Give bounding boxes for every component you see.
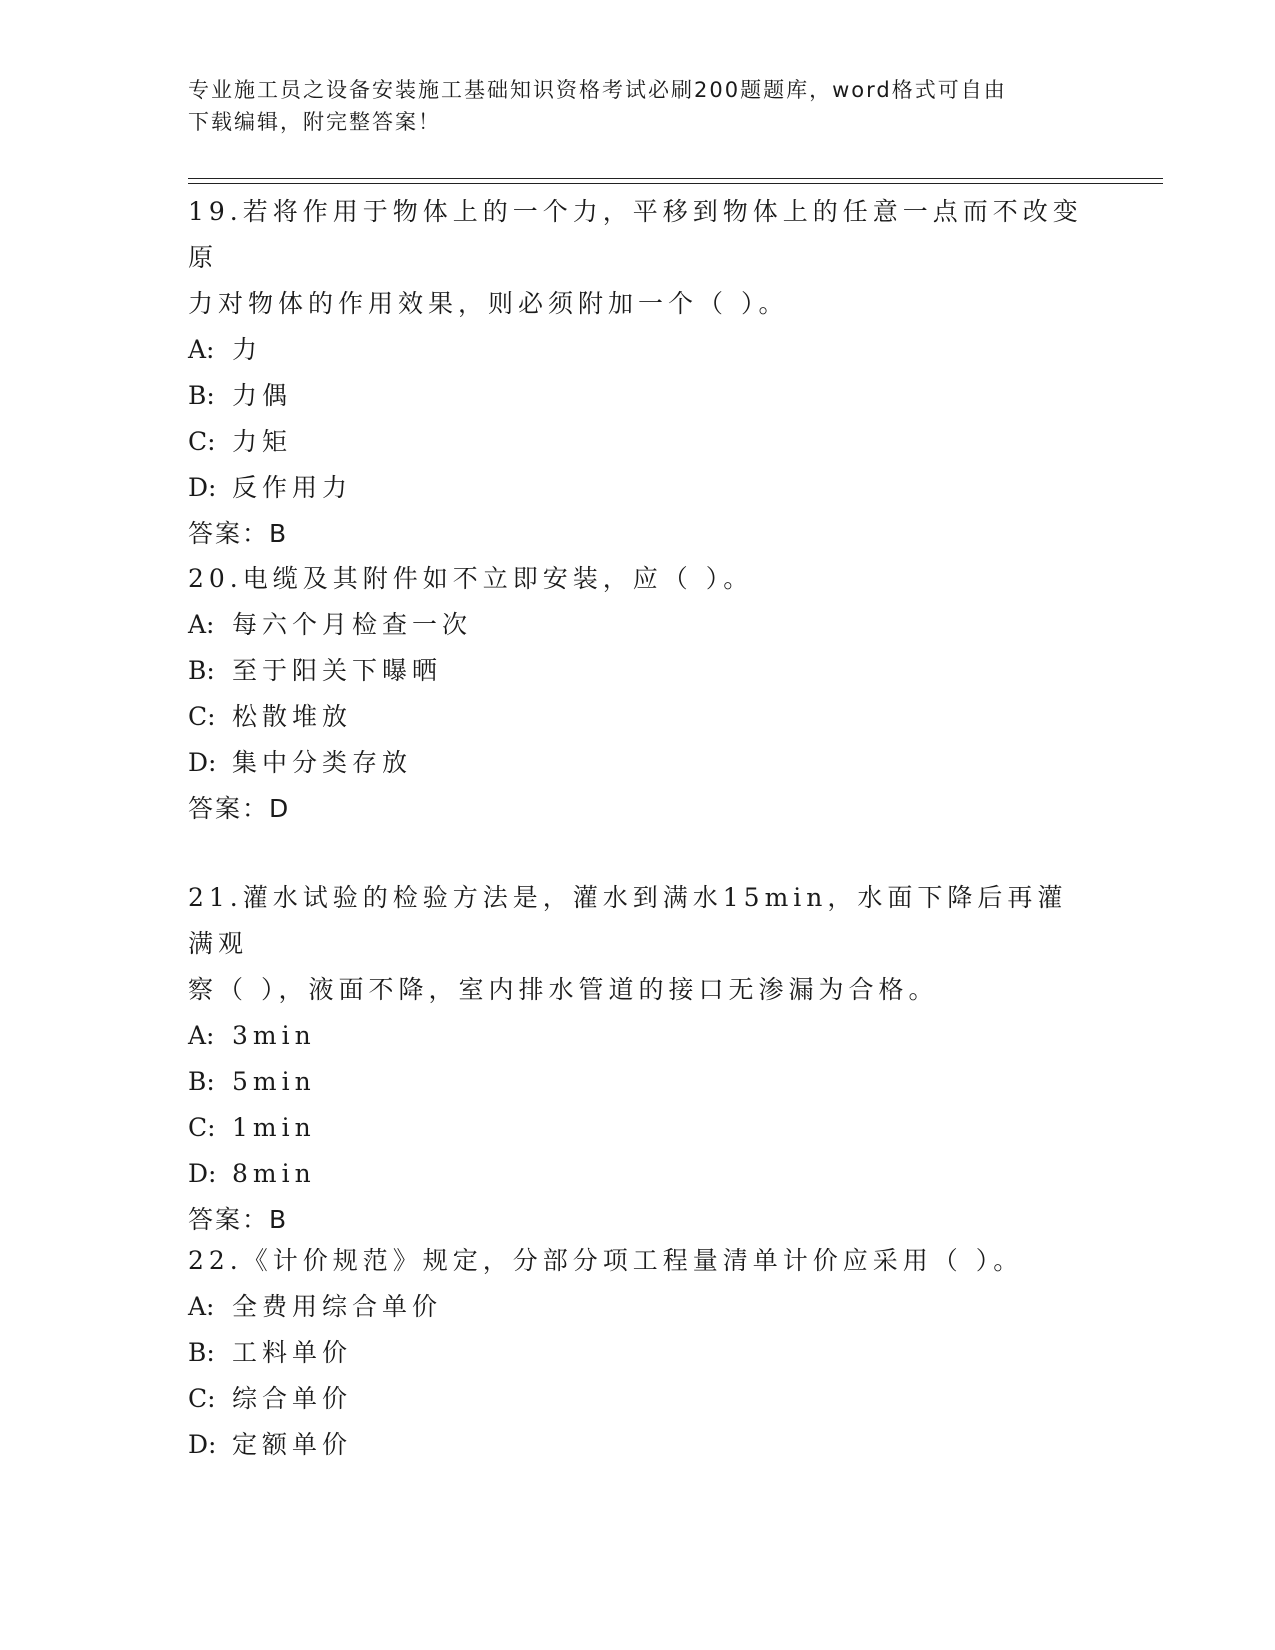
option-key: D: <box>188 1430 217 1459</box>
option-key: A: <box>188 1292 215 1321</box>
option-text: 工料单价 <box>232 1338 353 1367</box>
option-c <box>188 419 1088 465</box>
option-text: 8min <box>232 1159 316 1188</box>
question-stem-line-1: 21.灌水试验的检验方法是，灌水到满水15min，水面下降后再灌满观 <box>188 883 1068 958</box>
option-a <box>188 1284 1088 1330</box>
option-c <box>188 694 1088 740</box>
question-stem-line-1: 19.若将作用于物体上的一个力，平移到物体上的任意一点而不改变原 <box>188 197 1083 272</box>
question-20 <box>188 556 1088 832</box>
answer-label: 答案：B <box>188 1205 289 1234</box>
option-text: 综合单价 <box>232 1384 353 1413</box>
option-d <box>188 465 1088 511</box>
option-text: 力 <box>232 335 263 364</box>
answer-label: 答案：D <box>188 794 291 823</box>
document-header <box>188 74 1088 138</box>
option-text: 1min <box>232 1113 316 1142</box>
option-text: 力矩 <box>232 427 293 456</box>
option-text: 反作用力 <box>232 473 353 502</box>
question-stem-line-1: 20.电缆及其附件如不立即安装，应（ ）。 <box>188 564 754 593</box>
option-text: 每六个月检查一次 <box>232 610 473 639</box>
option-key: C: <box>188 702 216 731</box>
option-key: A: <box>188 610 215 639</box>
question-21 <box>188 875 1088 1243</box>
header-divider-top <box>188 178 1163 179</box>
option-key: D: <box>188 473 217 502</box>
option-a <box>188 327 1088 373</box>
option-text: 力偶 <box>232 381 293 410</box>
header-line-1: 专业施工员之设备安装施工基础知识资格考试必刷200题题库，word格式可自由 <box>188 78 1007 102</box>
option-key: B: <box>188 1338 215 1367</box>
option-b <box>188 373 1088 419</box>
option-key: B: <box>188 1067 215 1096</box>
option-text: 至于阳关下曝晒 <box>232 656 443 685</box>
option-a <box>188 1013 1088 1059</box>
option-text: 集中分类存放 <box>232 748 413 777</box>
option-text: 松散堆放 <box>232 702 353 731</box>
option-key: B: <box>188 381 215 410</box>
option-text: 定额单价 <box>232 1430 353 1459</box>
option-key: D: <box>188 1159 217 1188</box>
option-d <box>188 1151 1088 1197</box>
option-text: 全费用综合单价 <box>232 1292 443 1321</box>
option-text: 3min <box>232 1021 316 1050</box>
option-b <box>188 1330 1088 1376</box>
option-c <box>188 1105 1088 1151</box>
option-d <box>188 1422 1088 1468</box>
option-key: C: <box>188 427 216 456</box>
option-key: C: <box>188 1113 216 1142</box>
option-text: 5min <box>232 1067 316 1096</box>
question-19 <box>188 189 1088 557</box>
header-divider-bottom <box>188 183 1163 184</box>
option-key: B: <box>188 656 215 685</box>
option-key: C: <box>188 1384 216 1413</box>
option-key: D: <box>188 748 217 777</box>
question-stem-line-2: 察（ ），液面不降，室内排水管道的接口无渗漏为合格。 <box>188 975 939 1004</box>
option-d <box>188 740 1088 786</box>
option-b <box>188 1059 1088 1105</box>
question-22 <box>188 1238 1088 1468</box>
option-a <box>188 602 1088 648</box>
option-b <box>188 648 1088 694</box>
question-stem-line-1: 22.《计价规范》规定，分部分项工程量清单计价应采用（ ）。 <box>188 1246 1024 1275</box>
option-key: A: <box>188 1021 215 1050</box>
answer-label: 答案：B <box>188 519 289 548</box>
question-stem-line-2: 力对物体的作用效果，则必须附加一个（ ）。 <box>188 289 789 318</box>
header-line-2: 下载编辑，附完整答案！ <box>188 110 441 134</box>
option-c <box>188 1376 1088 1422</box>
option-key: A: <box>188 335 215 364</box>
